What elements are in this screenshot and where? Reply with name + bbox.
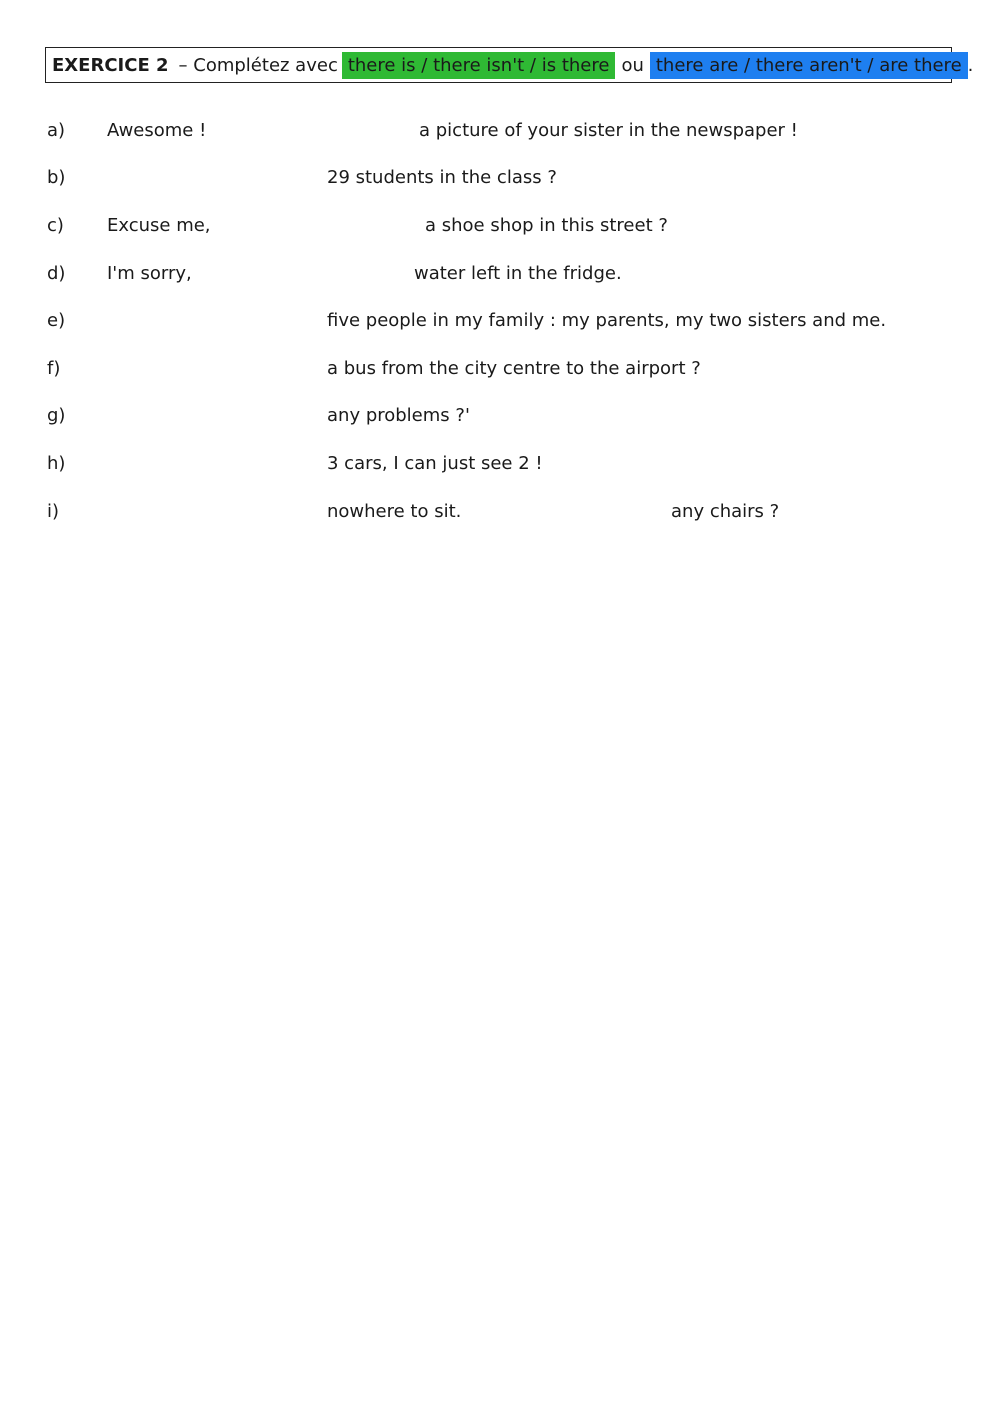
exercise-item-f — [0, 358, 1000, 388]
connector-word: ou — [621, 54, 644, 76]
exercise-item-d — [0, 263, 1000, 293]
item-text: five people in my family : my parents, my two sisters and me. — [327, 310, 887, 331]
plural-options-highlight: there are / there aren't / are there — [650, 52, 968, 79]
item-text: nowhere to sit. — [327, 501, 462, 522]
item-label: f) — [47, 358, 61, 379]
exercise-item-e — [0, 310, 1000, 340]
singular-options-highlight: there is / there isn't / is there — [342, 52, 616, 79]
exercise-item-c — [0, 215, 1000, 245]
item-text: 3 cars, I can just see 2 ! — [327, 453, 543, 474]
exercise-item-b — [0, 167, 1000, 197]
item-label: a) — [47, 120, 66, 141]
item-prefix: Awesome ! — [107, 120, 207, 141]
item-label: i) — [47, 501, 60, 522]
exercise-instruction: – Complétez avec — [178, 54, 338, 76]
item-label: b) — [47, 167, 66, 188]
item-text: a bus from the city centre to the airport ? — [327, 358, 701, 379]
item-text: a picture of your sister in the newspaper ! — [419, 120, 798, 141]
exercise-item-a — [0, 120, 1000, 150]
item-label: g) — [47, 405, 66, 426]
item-label: d) — [47, 263, 66, 284]
exercise-title: EXERCICE 2 — [52, 54, 169, 76]
exercise-item-h — [0, 453, 1000, 483]
item-prefix: Excuse me, — [107, 215, 211, 236]
exercise-header — [45, 47, 974, 83]
item-text-second: any chairs ? — [671, 501, 780, 522]
header-period: . — [967, 54, 974, 76]
item-text: 29 students in the class ? — [327, 167, 557, 188]
item-label: c) — [47, 215, 64, 236]
item-label: e) — [47, 310, 66, 331]
item-text: water left in the fridge. — [414, 263, 622, 284]
exercise-item-g — [0, 405, 1000, 435]
item-text: any problems ?' — [327, 405, 470, 426]
exercise-item-i — [0, 501, 1000, 531]
item-prefix: I'm sorry, — [107, 263, 192, 284]
item-label: h) — [47, 453, 66, 474]
item-text: a shoe shop in this street ? — [425, 215, 668, 236]
